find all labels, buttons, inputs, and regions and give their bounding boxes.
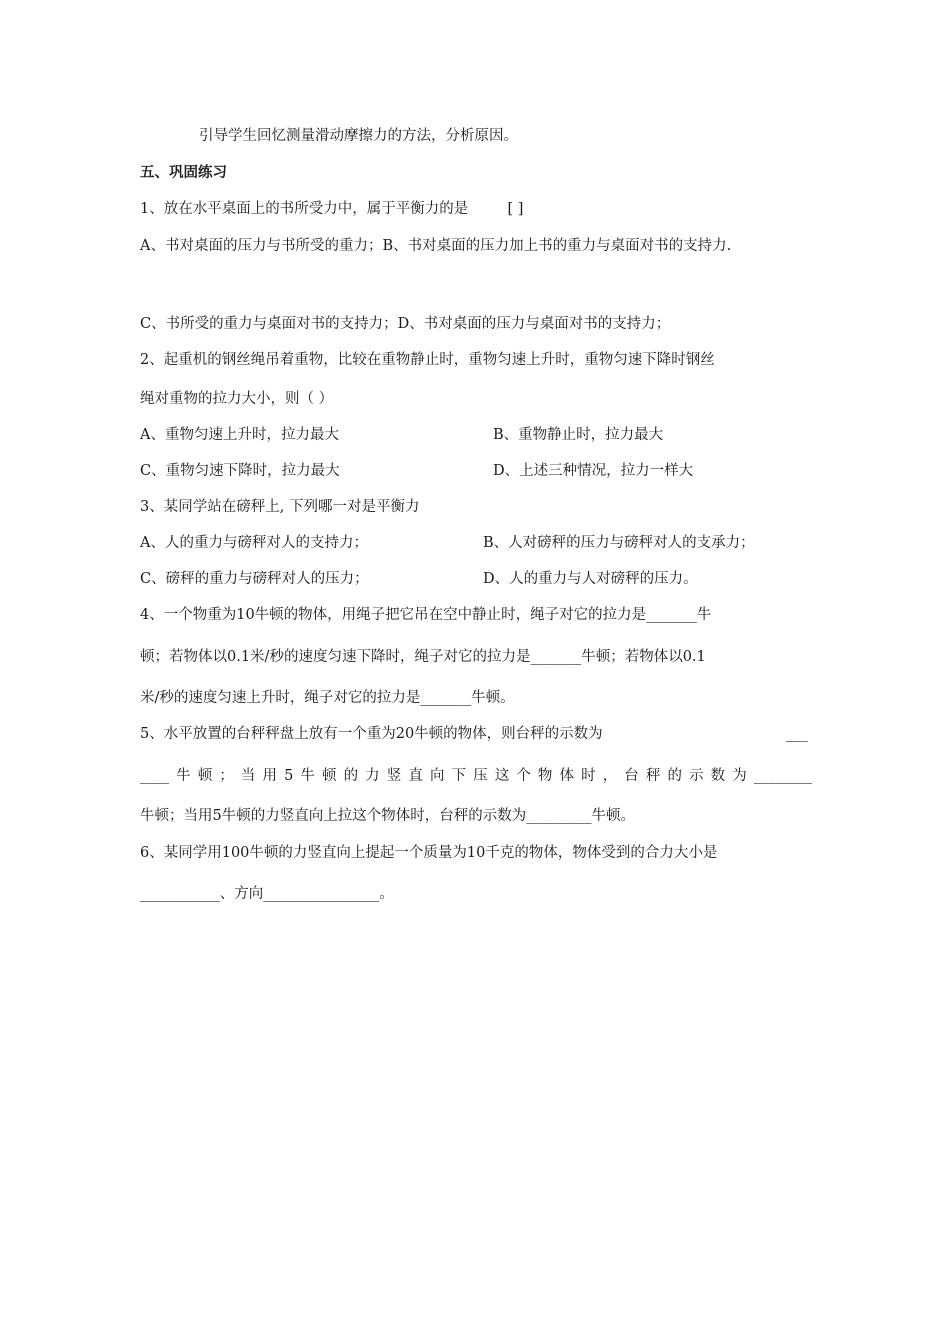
- q5-line2-part: 5: [284, 768, 294, 784]
- q5-line2-part: 顿: [197, 768, 213, 784]
- q5-line2-part: 的: [667, 768, 682, 784]
- q5-line2-part: 物: [537, 768, 553, 784]
- q2-option-c: C、重物匀速下降时，拉力最大: [140, 463, 340, 479]
- q5-line2-part: 用: [262, 768, 277, 784]
- q5-line2-part: 压: [473, 768, 488, 784]
- q5-line3: 牛顿；当用5牛顿的力竖直向上拉这个物体时，台秤的示数为_________牛顿。: [140, 808, 635, 824]
- q3-option-d: D、人的重力与人对磅秤的压力。: [483, 571, 698, 587]
- q5-line2-part: 数: [710, 768, 726, 784]
- q5-line1: 5、水平放置的台秤秤盘上放有一个重为20牛顿的物体，则台秤的示数为: [140, 726, 603, 742]
- q1-stem-text: 1、放在水平桌面上的书所受力中，属于平衡力的是: [140, 201, 469, 217]
- q2-stem-line2: 绳对重物的拉力大小，则（ ）: [140, 391, 334, 407]
- q1-options-ab: A、书对桌面的压力与书所受的重力；B、书对桌面的压力加上书的重力与桌面对书的支持力.: [140, 238, 732, 254]
- q2-stem-line1: 2、起重机的钢丝绳吊着重物，比较在重物静止时，重物匀速上升时，重物匀速下降时钢丝: [140, 352, 715, 368]
- q5-line2: [140, 766, 812, 786]
- q4-line2: 顿；若物体以0.1米/秒的速度匀速下降时，绳子对它的拉力是_______牛顿；若物体以0.1: [140, 649, 706, 665]
- q5-line2-part: ；: [219, 768, 234, 784]
- q5-line2-part: 力: [365, 768, 380, 784]
- q5-line2-part: 的: [343, 768, 359, 784]
- q5-line2-part: 个: [516, 768, 531, 784]
- q5-line2-part: 下: [451, 768, 467, 784]
- q5-line2-part: 当: [240, 768, 256, 784]
- q5-line2-part: ____: [140, 768, 169, 784]
- q3-option-c: C、磅秤的重力与磅秤对人的压力；: [140, 571, 369, 587]
- q1-options-cd: C、书所受的重力与桌面对书的支持力；D、书对桌面的压力与桌面对书的支持力；: [140, 316, 671, 332]
- q3-stem: 3、某同学站在磅秤上, 下列哪一对是平衡力: [140, 499, 420, 515]
- q5-line2-part: 牛: [300, 768, 315, 784]
- q5-line2-part: 向: [429, 768, 445, 784]
- q2-option-d: D、上述三种情况，拉力一样大: [493, 463, 694, 479]
- q1-answer-bracket: [ ]: [507, 201, 524, 217]
- q4-line3: 米/秒的速度匀速上升时，绳子对它的拉力是_______牛顿。: [140, 690, 515, 706]
- q5-line2-part: ，: [602, 768, 618, 784]
- q4-line1: 4、一个物重为10牛顿的物体，用绳子把它吊在空中静止时，绳子对它的拉力是_______牛: [140, 607, 712, 623]
- intro-text: 引导学生回忆测量滑动摩擦力的方法，分析原因。: [199, 128, 518, 144]
- q5-line2-part: 牛: [176, 768, 191, 784]
- q2-option-b: B、重物静止时，拉力最大: [493, 427, 664, 443]
- q5-line2-part: 顿: [321, 768, 337, 784]
- q5-line2-part: 这: [494, 768, 510, 784]
- q6-line2: ___________、方向________________。: [140, 886, 394, 902]
- q5-line2-part: 体: [559, 768, 575, 784]
- q5-line2-part: 示: [689, 768, 704, 784]
- q2-option-a: A、重物匀速上升时，拉力最大: [140, 427, 339, 443]
- q5-line2-part: 竖: [386, 768, 402, 784]
- q5-line2-part: 直: [408, 768, 423, 784]
- q5-line2-part: ________: [753, 768, 812, 784]
- q5-line2-part: 秤: [645, 768, 661, 784]
- q3-option-b: B、人对磅秤的压力与磅秤对人的支承力；: [483, 535, 755, 551]
- q3-option-a: A、人的重力与磅秤对人的支持力；: [140, 535, 368, 551]
- q1-stem: [140, 199, 523, 219]
- q5-line1-blank: ___: [786, 726, 808, 742]
- section-title: 五、巩固练习: [140, 165, 227, 181]
- q5-line2-part: 为: [732, 768, 747, 784]
- q5-line2-part: 时: [581, 768, 596, 784]
- q6-line1: 6、某同学用100牛顿的力竖直向上提起一个质量为10千克的物体，物体受到的合力大小是: [140, 845, 718, 861]
- q5-line2-part: 台: [624, 768, 639, 784]
